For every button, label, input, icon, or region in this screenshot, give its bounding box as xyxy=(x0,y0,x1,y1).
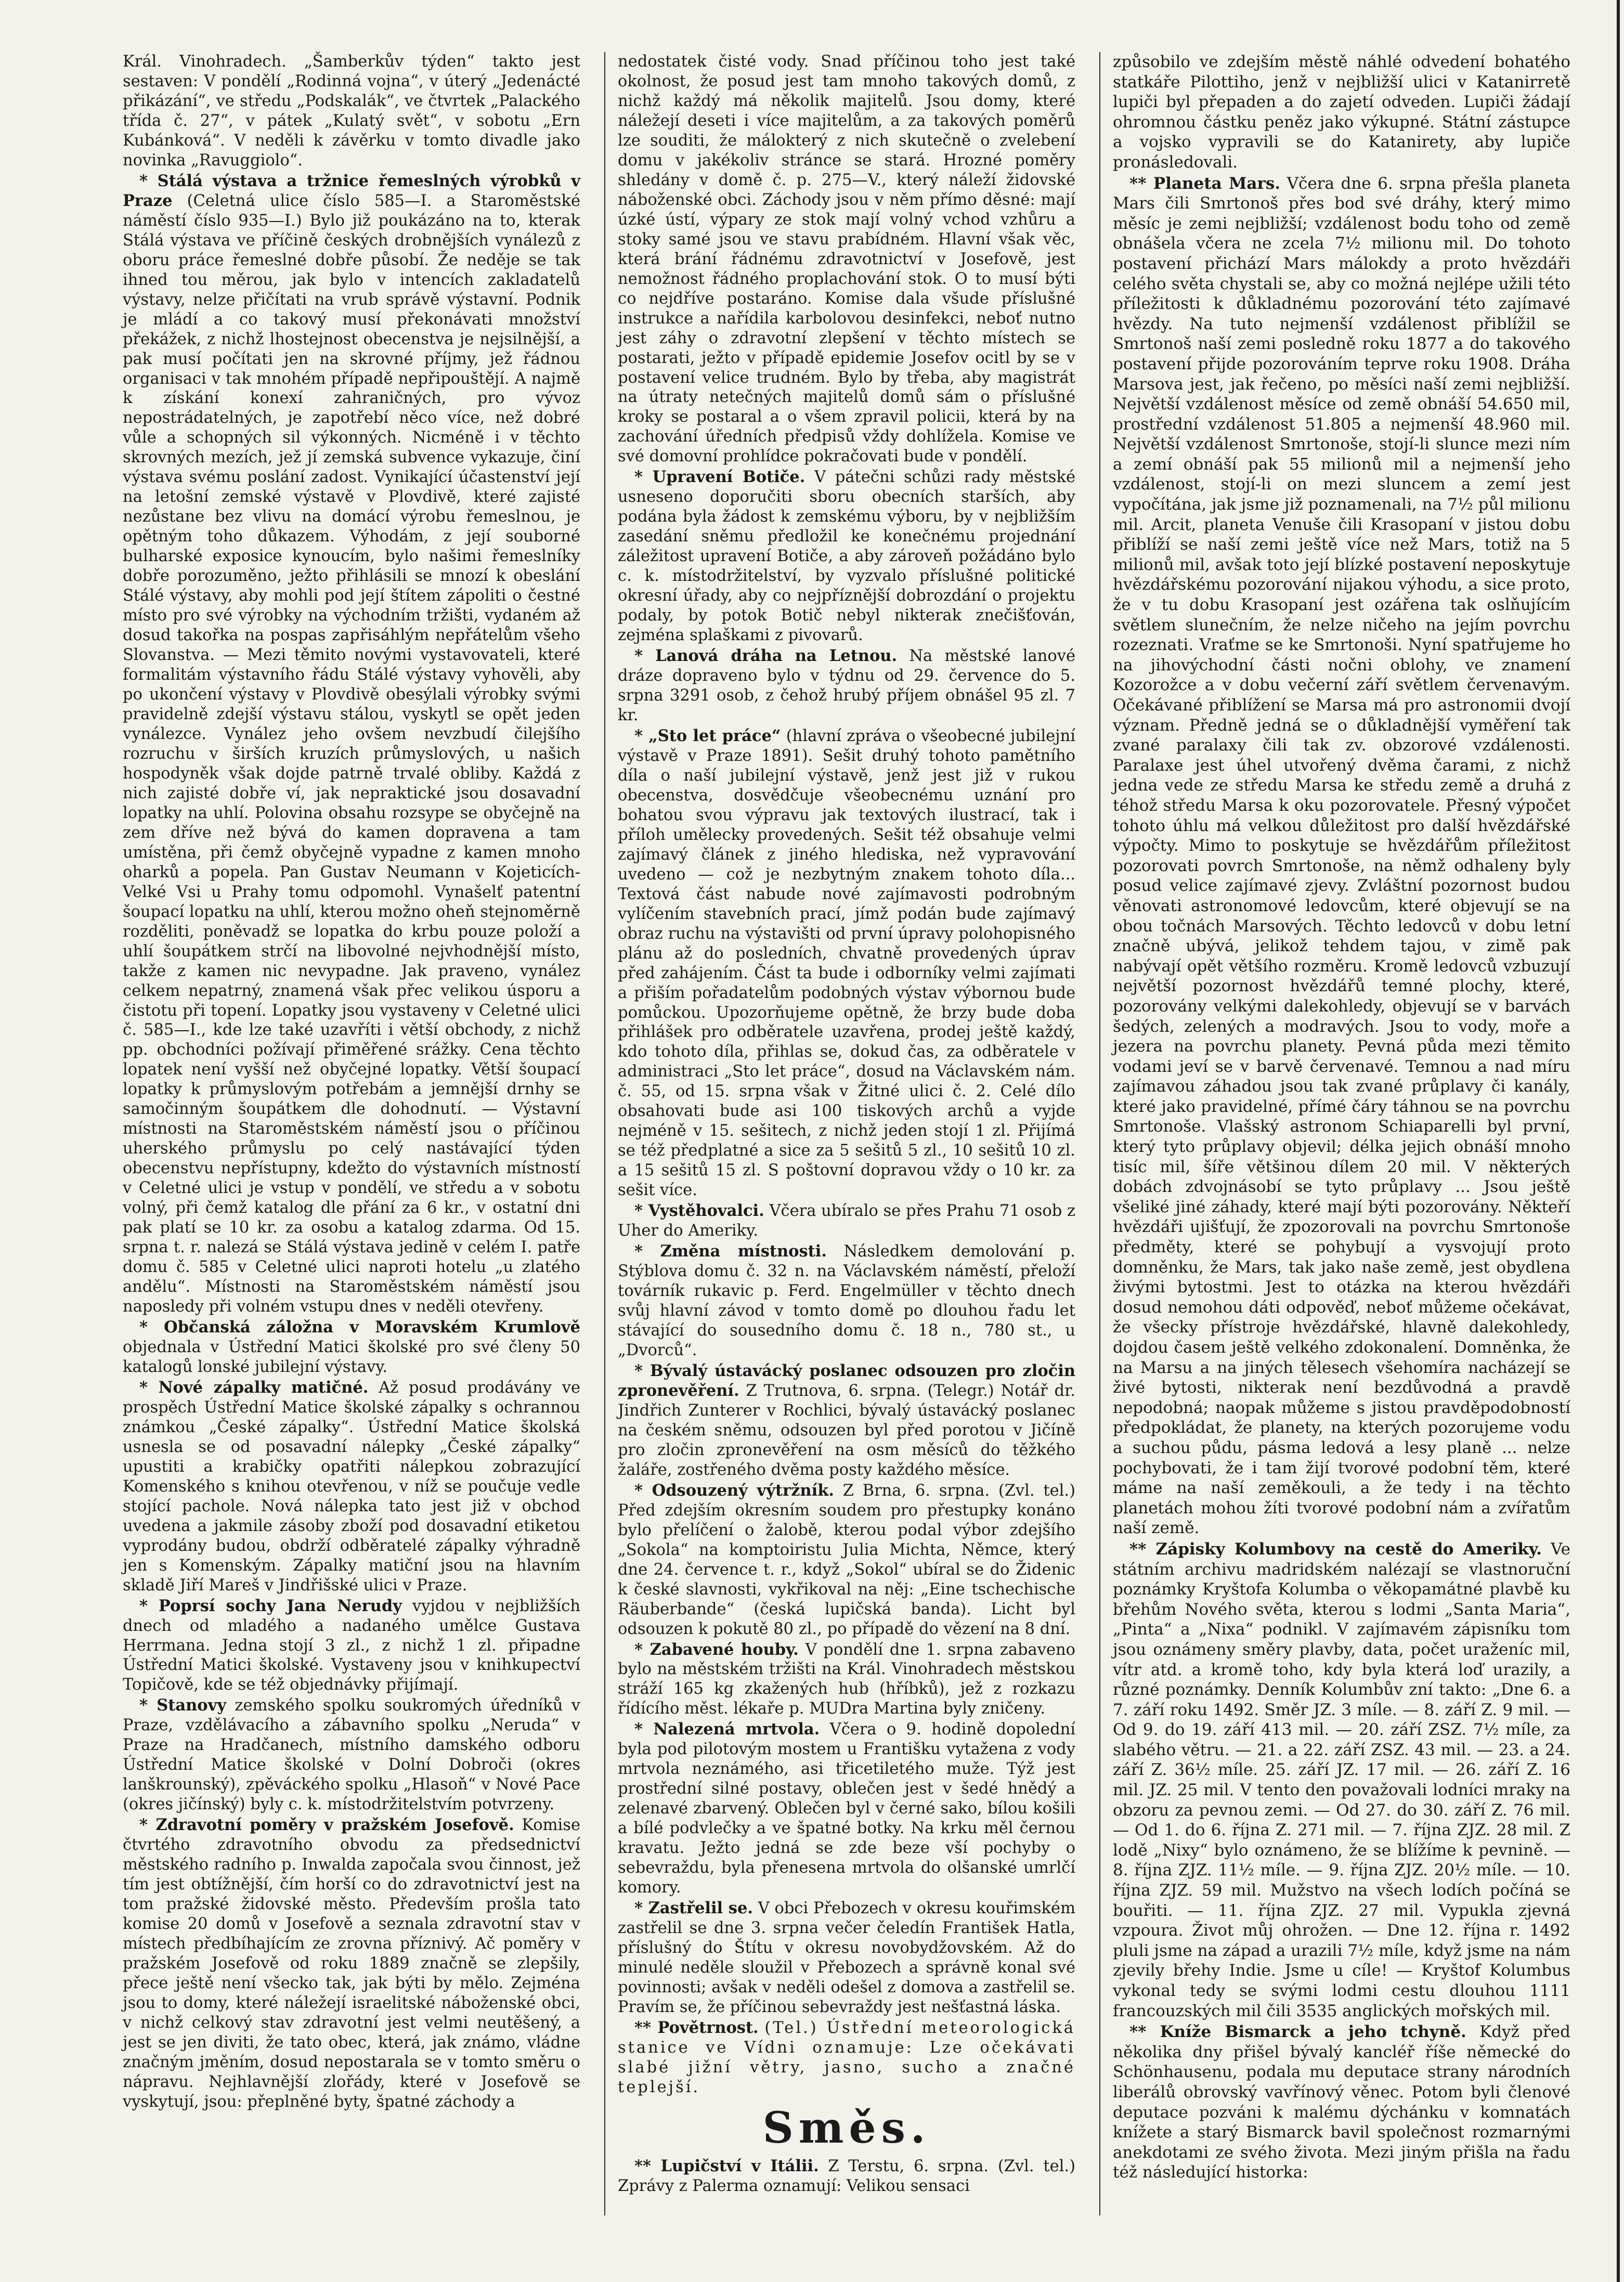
article-text: zemského spolku soukromých úředníků v Praze, vzdělávacího a zábavního spolku „Neruda“ v Praze na Hradčanech, místního damského odboru Ústřední Matice školské v Dolní Dobroči (okres lanškrounský), zpěváckého spolku „Hlasoň“ v Nové Pace (okres jičínský) byly c. k. místodržitelstvím potvrzeny. xyxy=(123,1696,580,1814)
article-text: nedostatek čisté vody. Snad příčinou toho jest také okolnost, že posud jest tam mnoho takových domů, z nichž každý má několik majitelů. Jsou domy, které náležejí deseti i více majitelům, a za takových poměrů lze souditi, že málokterý z nich skutečně o zvelebení domu v jakékoliv stránce se stará. Hrozné poměry shledány v domě č. p. 275—V., který náleží židovské náboženské obci. Záchody jsou v něm přímo děsné: mají úzké ústí, výpary ze stok mají volný vchod vzhůru a stoky samé jsou ve stavu prabídném. Hlavní však věc, která brání řádnému zdravotnictví v Josefově, jest nemožnost řádného proplachování stok. O to musí býti co nejdříve postaráno. Komise dala všude příslušné instrukce a nařídila karbolovou desinfekci, neboť nutno jest záhy o zdravotní zlepšení v těchto místech se postarati, ježto v případě epidemie Josefov ocitl by se v postavení velice trudném. Bylo by třeba, aby magistrát na útraty netečných majitelů domů sám o příslušné kroky se postaral a o všem zpravil policii, která by na zachování úředních předpisů vždy dohlížela. Komise ve své domovní prohlídce pokračovati bude v pondělí. xyxy=(618,53,1075,466)
article xyxy=(618,2018,1075,2097)
article-heading: ** Lupičství v Itálii. xyxy=(634,2156,819,2175)
article-text: Z Brna, 6. srpna. (Zvl. tel.) Před zdejším okresním soudem pro přestupky konáno bylo přelíčení o žalobě, kterou podal výbor zdejšího „Sokola“ na komptoiristu Julia Michta, Němce, který dne 24. července t. r., když „Sokol“ ubíral se do Židenic k české slavnosti, vykřikoval na něj: „Eine tschechische Räuberbande“ (česká lupičská banda). Licht byl odsouzen k pokutě 80 zl., po případě do vězení na 8 dní. xyxy=(618,1481,1075,1638)
article-heading: * Stanovy xyxy=(139,1696,227,1715)
article-text: Z Trutnova, 6. srpna. (Telegr.) Notář dr. Jindřich Zunterer v Rochlici, bývalý ústavácký poslanec na českém sněmu, odsouzen byl před porotou v Jičíně pro zločin zpronevěření na osm měsíců do těžkého žaláře, zostřeného dvěma posty každého měsíce. xyxy=(618,1381,1075,1479)
article xyxy=(618,52,1075,466)
article xyxy=(123,52,580,171)
article xyxy=(1113,52,1570,173)
article-text: Král. Vinohradech. „Šamberkův týden“ takto jest sestaven: V pondělí „Rodinná vojna“, v úterý „Jedenácté přikázání“, ve středu „Podskalák“, ve čtvrtek „Palackého třída č. 27“, v pátek „Kulatý svět“, v sobotu „Ern Kubánková“. V neděli k závěrku v tomto divadle jako novinka „Ravuggiolo“. xyxy=(123,53,580,170)
article-heading: * Nalezená mrtvola. xyxy=(634,1720,820,1739)
article-heading: * Změna místnosti. xyxy=(634,1242,827,1261)
article-heading: ** Kníže Bismarck a jeho tchyně. xyxy=(1129,2022,1466,2042)
article-text: Z Terstu, 6. srpna. (Zvl. tel.) Zprávy z Palerma oznamují: Velikou sensaci xyxy=(618,2157,1075,2195)
newspaper-page xyxy=(123,52,1577,2236)
article xyxy=(123,172,580,1317)
article-text: Na městské lanové dráze dopraveno bylo v týdnu od 29. července do 5. srpna 3291 osob, z čehož hrubý příjem obnášel 95 zl. 7 kr. xyxy=(618,647,1075,724)
article-text: Ve státním archivu madridském nalézají se vlastnoruční poznámky Kryštofa Kolumba o věkopamátné plavbě ku břehům Nového světa, kterou s lodmi „Santa Maria“, „Pinta“ a „Nixa“ podnikl. V zajímavém zápisníku tom jsou oznámeny směry plavby, data, počet uraženíc mil, vítr atd. a kromě toho, kdy byla která loď urazily, a různé poznámky. Denník Kolumbův zní takto: „Dne 6. a 7. září roku 1492. Směr JZ. 3 míle. — 8. září Z. 9 mil. — Od 9. do 19. září 413 mil. — 20. září ZSZ. 7½ míle, za slabého větru. — 21. a 22. září ZSZ. 43 mil. — 23. a 24. září Z. 36½ míle. 25. září JZ. 17 mil. — 26. září Z. 16 mil. JZ. 25 mil. V tento den považovali lodníci mraky na obzoru za pevnou zemi. — Od 27. do 30. září Z. 76 mil. — Od 1. do 6. října Z. 271 mil. — 7. října ZJZ. 28 mil. Z lodě „Nixy“ bylo oznámeno, že se blížíme k pevnině. — 8. října ZJZ. 11½ míle. — 9. října ZJZ. 20½ míle. — 10. října ZJZ. 59 mil. Mužstvo na všech lodích počíná se bouřiti. — 11. října ZJZ. 27 mil. Vypukla zjevná vzpoura. Život můj ohrožen. — Dne 12. října r. 1492 pluli jsme na západ a urazili 7½ míle, když jsme na nám zjevily břehy Indie. Jsme u cíle! — Kryštof Kolumbus vykonal tedy se svými lodmi cestu dlouhou 1111 francouzských mil čili 3535 anglických mořských mil. xyxy=(1113,1539,1570,2020)
article xyxy=(618,1242,1075,1360)
column-1 xyxy=(123,52,580,2113)
article-heading: * Lanová dráha na Letnou. xyxy=(634,646,898,666)
article-heading: ** Povětrnost. xyxy=(634,2018,759,2037)
article-heading: * Upravení Botiče. xyxy=(634,468,805,487)
article-heading: * Zastřelil se. xyxy=(634,1899,753,1918)
article xyxy=(618,1640,1075,1719)
article xyxy=(618,1201,1075,1241)
page-edge-rule xyxy=(1617,0,1620,2282)
article xyxy=(1113,174,1570,1538)
article-heading: ** Planeta Mars. xyxy=(1129,174,1281,193)
article-text: Následkem demolování p. Stýblova domu č. 32 n. na Václavském náměstí, přeloží továrník rukavic p. Ferd. Engelmüller v těchto dnech svůj hlavní závod v tomto domě po dlouhou řadu let stávající do sousedního domu č. 18 n., 780 st., u „Dvorců“. xyxy=(618,1242,1076,1359)
article xyxy=(618,468,1075,645)
article-text: Včera ubíralo se přes Prahu 71 osob z Uher do Ameriky. xyxy=(618,1202,1076,1240)
article-text: Až posud prodávány ve prospěch Ústřední Matice školské zápalky s ochrannou známkou „České zápalky“. Ústřední Matice školská usnesla se od posavadní nálepky „České zápalky“ upustiti a krabičky opatřiti nálepkou zobrazující Komenského s knihou otevřenou, v níž se poučuje vedle stojící pachole. Nová nálepka tato jest již v obchod uvedena a jakmile zásoby zboží pod dosavadní etiketou vyprodány budou, obdrží odběratelé zápalky výhradně jen s Komenským. Zápalky matiční jsou na hlavním skladě Jiří Mareš v Jindřišské ulici v Praze. xyxy=(123,1378,580,1594)
article xyxy=(123,1378,580,1596)
article xyxy=(123,1816,580,2112)
article-heading: * Bývalý ústavácký poslanec odsouzen pro zločin zpronevěření. xyxy=(618,1361,1075,1400)
article xyxy=(1113,2022,1570,2183)
article-heading: * Stálá výstava a tržnice řemeslných výrobků v Praze xyxy=(123,171,580,210)
article-heading: * Odsouzený výtržník. xyxy=(634,1481,834,1500)
article xyxy=(618,2157,1075,2196)
article-heading: * Zabavené houby. xyxy=(634,1640,799,1659)
article-heading: * Nové zápalky matičné. xyxy=(139,1378,369,1397)
article-text: V pátečni schůzi rady městské usneseno doporučiti sboru obecních starších, aby podána byla žádost k zemskému výboru, by v nejbližším zasedání sněmu předložil ke konečnému projednání záležitost upravení Botiče, a aby zároveň požádáno bylo c. k. místodržitelství, by vyzvalo příslušné politické okresní úřady, aby co nejpříznější dobrozdání o projektu podaly, by potok Botič nebyl nikterak znečišťován, zejména splaškami z pivovarů. xyxy=(618,468,1075,645)
article-text: Včera o 9. hodině dopolední byla pod pilotovým mostem u Františku vytažena z vody mrtvola neznámého, asi třicetiletého muže. Týž jest prostřední silné postavy, oblečen jest v šedé hnědý a zelenavé zbarvený. Oblečen byl v černé sako, bílou košili a bílé podvlečky a ve špatné botky. Na krku měl černou kravatu. Ježto jedná se zde beze vší pochyby o sebevraždu, byla přenesena mrtvola do olšanské umrlčí komory. xyxy=(618,1720,1075,1897)
article-text: Včera dne 6. srpna přešla planeta Mars čili Smrtonoš přes bod své dráhy, který mimo měsíc je zemi nejbližší; vzdálenost bodu toho od země obnášela včera ne zcela 7½ milionu mil. Do tohoto postavení přichází Mars málokdy a proto hvězdáři celého světa chystali se, aby co možná nejlépe užili této příležitosti k důkladnému pozorování této zajímavé hvězdy. Na tuto nejmenší vzdálenost přiblížil se Smrtonoš naší zemi posledně roku 1877 a do takového postavení přijde pozorováním teprve roku 1908. Dráha Marsova jest, jak řečeno, po měsíci naší zemi nejbližší. Největší vzdálenost měsíce od země obnáší 54.650 mil, prostřední vzdálenost 51.805 a nejmenší 48.960 mil. Největší vzdálenost Smrtonoše, stojí-li slunce mezi ním a zemí obnáší pak 55 milionů mil a nejmenší jeho vzdálenost, stojí-li on mezi sluncem a zemí jest vypočítána, jak jsme již poznamenali, na 7½ půl milionu mil. Arcit, planeta Venuše čili Krasopaní v jistou dobu přiblíží se naší zemi ještě více než Mars, totiž na 5 milionů mil, avšak toto její blízké postavení neposkytuje hvězdářskému pozorování nijakou výhodu, a sice proto, že v tu dobu Krasopaní jest ozářena tak oslňujícím světlem slunečním, že nelze ničeho na jejím povrchu rozeznati. Vraťme se ke Smrtonoši. Nyní spatřujeme ho na jihovýchodní části nočni oblohy, ve znamení Kozorožce a v dobu večerní září světlem červenavým. Očekávané přiblížení se Marsa má pro astronomii dvojí význam. Předně jedná se o důkladnější vyměření tak zvané paralaxy čili tak zv. obzorové vzdálenosti. Paralaxe jest úhel utvořený dvěma čarami, z nichž jedna vede ze středu Marsa ke středu země a druhá z téhož středu Marsa k oku pozorovatele. Přesný výpočet tohoto úhlu má velkou důležitost pro další hvězdářské výpočty. Mimo to poskytuje se hvězdářům příležitost pozorovati povrch Smrtonoše, na němž odhaleny byly posud velice zajímavé zjevy. Zvláštní pozornost budou věnovati astronomové ledovcům, které objevují se na obou točnách Marsových. Těchto ledovců v dobu letní značně ubývá, jelikož tehdem tajou, v zimě pak nabývají opět většího rozměru. Kromě ledovců vzbuzují největší pozornost hvězdářů temné plochy, které, pozorovány velkými dalekohledy, objevují se v barvách šedých, zelených a modravých. Jsou to vody, moře a jezera na povrchu planety. Pevná půda mezi těmito vodami jeví se v barvě červenavé. Temnou a nad míru zajímavou záhadou jsou tak zvané průplavy či kanály, které jako pravidelné, přímé čáry táhnou se na povrchu Smrtonoše. Vlašský astronom Schiaparelli byl první, který tyto průplavy objevil; délka jejich obnáší mnoho tisíc mil, šíře většinou dílem 20 mil. V některých dobách zdvojnásobí se tyto průplavy ... Jsou ještě všeliké jiné záhady, které mají býti pozorovány. Někteří hvězdáři ujišťují, že zpozorovali na povrchu Smrtonoše předměty, které se pohybují a vysvojují proto domněnku, že Mars, tak jako naše země, jest obydlena živými bytostmi. Jest to otázka na kterou hvězdáři dosud nemohou dáti odpověď, neboť můžeme očekávat, že všecky přístroje hvězdářské, hlavně dalekohledy, dojdou časem ještě velkého zdokonalení. Domněnka, že na Marsu a na jiných tělesech všehomíra nacházejí se živé bytosti, nikterak není bezdůvodná a pravdě nepodobná; naopak můžeme s jistou pravděpodobností předpokládat, že planety, na kterých pozorujeme vodu a suchou půdu, pásma ledová a lesy planě ... nelze pochybovati, že i tam žijí tvorové podobní těm, které máme na naší zeměkouli, a že tedy i na těchto planetách mohou žíti tvorové podobní nám a zvířatům naší země. xyxy=(1113,174,1571,1538)
article-text: způsobilo ve zdejším městě náhlé odvedení bohatého statkáře Pilottiho, jenž v nejbližší ulici v Katanirretě lupiči byl přepaden a do zajetí odveden. Lupiči žádají ohromnou částku peněz jako výkupné. Státní zástupce a vojsko vypravili se do Katanirety, aby lupiče pronásledovali. xyxy=(1113,53,1570,172)
article xyxy=(618,1362,1075,1480)
article xyxy=(1113,1539,1570,2021)
article-text: (hlavní zpráva o všeobecné jubilejní výstavě v Praze 1891). Sešit druhý tohoto pamětního díla o naší jubilejní výstavě, jenž jest již v rukou obecenstva, dosvědčuje všeobecnému uznání pro bohatou svou výpravu jak textových ilustrací, tak i příloh umělecky provedených. Sešit též obsahuje velmi zajímavý článek z jiného hlediska, než vypravování uvedeno — což je nezbytným znakem tohoto díla... Textová část nabude nové zajímavosti podrobným vylíčením stavebních prací, jímž podán bude zajímavý obraz ruchu na výstavišti od první úpravy polohopisného plánu až do posledních, chvatně provedených úprav před zahájením. Část ta bude i odborníky velmi zajímati a přiším pořadatelům podobných výstav výbornou bude pomůckou. Upozorňujeme opětně, že brzy bude doba přihlášek pro odběratele uzavřena, prodej ještě každý, kdo tohoto díla, přihlas se, dokud čas, za odběratele v administraci „Sto let práce“, dosud na Václavském nám. č. 55, od 15. srpna však v Žitné ulici č. 2. Celé dílo obsahovati bude asi 100 tiskových archů a vyjde nejméně v 15. sešitech, z nichž jeden stojí 1 zl. Přijímá se též předplatné a sice za 5 sešitů 5 zl., 10 sešitů 10 zl. a 15 sešitů 15 zl. S poštovní dopravou vždy o 10 kr. za sešit více. xyxy=(618,727,1075,1200)
article xyxy=(618,1720,1075,1898)
article-text: vyjdou v nejbližších dnech od mladého a nadaného umělce Gustava Herrmana. Jedna stojí 3 zl., z nichž 1 zl. připadne Ústřední Matici školské. Vystaveny jsou v knihkupectví Topičově, kde se též objednávky přijímají. xyxy=(123,1597,580,1694)
article-text: (Celetná ulice číslo 585—I. a Staroměstské náměstí číslo 935—I.) Bylo již poukázáno na to, kterak Stálá výstava ve příčině českých drobnějších vynálezů z oboru práce řemeslné dobře působí. Že neděje se tak ihned tou měrou, jak bylo v intencích zakladatelů výstavy, nelze přičítati na vrub správě výstavní. Podnik je mládí a co takový musí překonávati množství překážek, z nichž lhostejnost obecenstva je nejsilnější, a pak musí počítati jen na skrovné příjmy, jež řádnou organisaci v tak mnohém případě nepřipouštějí. A najmě k získání konexí zahraničných, pro vývoz nepostrádatelných, je zapotřebí něco více, než dobré vůle a schopných sil výkonných. Nicméně i v těchto skrovných mezích, jež jí zemská subvence vykazuje, činí výstava svému poslání zadost. Vynikající účastenství její na letošní zemské výstavě v Plovdivě, které zajisté nezůstane bez vlivu na domácí výrobu řemeslnou, je opětným toho důkazem. Výhodám, z její souborné bulharské exposice kynoucím, bylo našimi řemeslníky dobře porozuměno, ježto přihlásili se mnozí k obeslání Stálé výstavy, aby mohli pod její štítem zápoliti o čestné místo pro své výrobky na východním tržišti, vydaném až dosud takořka na pospas zapřisáhlým nepřátelům všeho Slovanstva. — Mezi těmito novými vystavovateli, které formalitám výstavního řádu Stálé výstavy vyhověli, aby po ukončení výstavy v Plovdivě obesýlali výrobky svými pravidelně zdejší výstavu stálou, vyskytl se opět jeden vynálezce. Vynález jeho ovšem nevzbudí čilejšího rozruchu v širších kruzích průmyslových, u našich hospodyněk však dojde patrně trvalé obliby. Každá z nich zajisté dobře ví, jak nepraktické jsou dosavadní lopatky na uhlí. Polovina obsahu rozsype se obyčejně na zem dříve než bývá do kamen dopravena a tam umístěna, při čemž obyčejně vypadne z kamen mnoho oharků a popela. Pan Gustav Neumann v Kojeticích-Velké Vsi u Prahy tomu odpomohl. Vynašelť patentní šoupací lopatku na uhlí, kterou možno oheň stejnoměrně rozděliti, poněvadž se lopatka do krbu pouze položí a uhlí šoupátkem strčí na libovolné nejvhodnější místo, takže z kamen nic nevypadne. Jak praveno, vynález celkem nepatrný, znamená však přec velikou úsporu a čistotu při topení. Lopatky jsou vystaveny v Celetné ulici č. 585—I., kde lze také uzavříti i větší obchody, z nichž pp. obchodníci požívají přiměřené srážky. Cena těchto lopatek není vyšší než obyčejné lopatky. Větší šoupací lopatky k průmyslovým potřebám a jemnější drnhy se samočinným šoupátkem dle dohodnutí. — Výstavní místnosti na Staroměstském náměstí jsou o příčinou uherského průmyslu po celý nastávající týden obecenstvu nepřístupny, kdežto do výstavních místností v Celetné ulici je vstup v pondělí, ve středu a v sobotu volný, při čemž katalog dle přání za 6 kr., v ostatní dni pak platí se 10 kr. za osobu a katalog zdarma. Od 15. srpna t. r. nalezá se Stálá výstava jedině v celém I. patře domu č. 585 v Celetné ulici naproti hotelu „u zlatého andělu“. Místnosti na Staroměstském náměstí jsou naposledy při volném vstupu dnes v neděli otevřeny. xyxy=(123,191,580,1316)
article xyxy=(123,1318,580,1377)
article xyxy=(618,646,1075,725)
article-text: (Tel.) Ústřední meteorologická stanice ve Vídni oznamuje: Lze očekávati slabé jižní větry, jasno, sucho a značné teplejší. xyxy=(618,2018,1075,2096)
article xyxy=(123,1696,580,1814)
column-rule xyxy=(1099,52,1100,2215)
article-heading: ** Zápisky Kolumbovy na cestě do Ameriky. xyxy=(1129,1539,1542,1559)
article-heading: * Zdravotní poměry v pražském Josefově. xyxy=(139,1816,514,1835)
column-rule xyxy=(604,52,605,2215)
column-2 xyxy=(618,52,1075,2197)
section-title-smes: Směs. xyxy=(762,2103,931,2153)
article-heading: * „Sto let práce“ xyxy=(634,726,781,745)
column-3 xyxy=(1113,52,1570,2184)
article xyxy=(618,727,1075,1200)
article-text: objednala v Ústřední Matici školské pro své členy 50 katalogů lonské jubilejní výstavy. xyxy=(123,1338,580,1376)
article xyxy=(618,1899,1075,2017)
article xyxy=(618,1481,1075,1639)
article-text: V obci Přebozech v okresu kouřimském zastřelil se dne 3. srpna večer čeledín František Hatla, příslušný do Štítu v okresu novobydžovském. Až do minulé neděle sloužil v Přebozech a správně konal své povinnosti; avšak v neděli odešel z domova a zastřelil se. Pravím se, že příčinou sebevraždy jest nešťastná láska. xyxy=(618,1899,1075,2016)
article-heading: * Poprsí sochy Jana Nerudy xyxy=(139,1596,402,1615)
article-heading: * Vystěhovalci. xyxy=(634,1201,764,1221)
article xyxy=(123,1597,580,1695)
article-text: Komise čtvrtého zdravotního obvodu za předsednictví městského radního p. Inwalda započala svou činnost, jež tím jest obtížnější, čím horší co do zdravotnictví jest na tom pražské židovské město. Především prošla tato komise 20 domů v Josefově a seznala zdravotní stav v místech předbíhajícím ze zrovna příznivý. Ač poměry v pražském Josefově od roku 1889 značně se zlepšily, přece ještě není všecko tak, jak býti by mělo. Zejména jsou to domy, které náležejí israelitské náboženské obci, v nichž celkový stav zdravotní jest velmi neutěšený, a jest se jen diviti, že tato obec, která, jak známo, vládne značným jměním, dosud nepostarala se v tomto směru o nápravu. Nejhlavnější zlořády, které v Josefově se vyskytují, jsou: přeplněné byty, špatné záchody a xyxy=(123,1816,580,2111)
article-text: Když před několika dny přišel bývalý kancléř říše německé do Schönhausenu, podala mu deputace strany národních liberálů obrovský vavřínový věnec. Potom byli členové deputace pozváni k malému dýchánku v komnatách knížete a starý Bismarck bavil společnost rozmarnými anekdotami ze svého života. Mezi jiným přišla na řadu též následující historka: xyxy=(1113,2022,1570,2182)
article-heading: * Občanská záložna v Moravském Krumlově xyxy=(139,1318,580,1337)
article-text: V pondělí dne 1. srpna zabaveno bylo na městském tržišti na Král. Vinohradech městskou stráží 165 kg zkažených hub (hříbků), jež z rozkazu řídícího měst. lékaře p. MUDra Martina byly zničeny. xyxy=(618,1640,1076,1718)
